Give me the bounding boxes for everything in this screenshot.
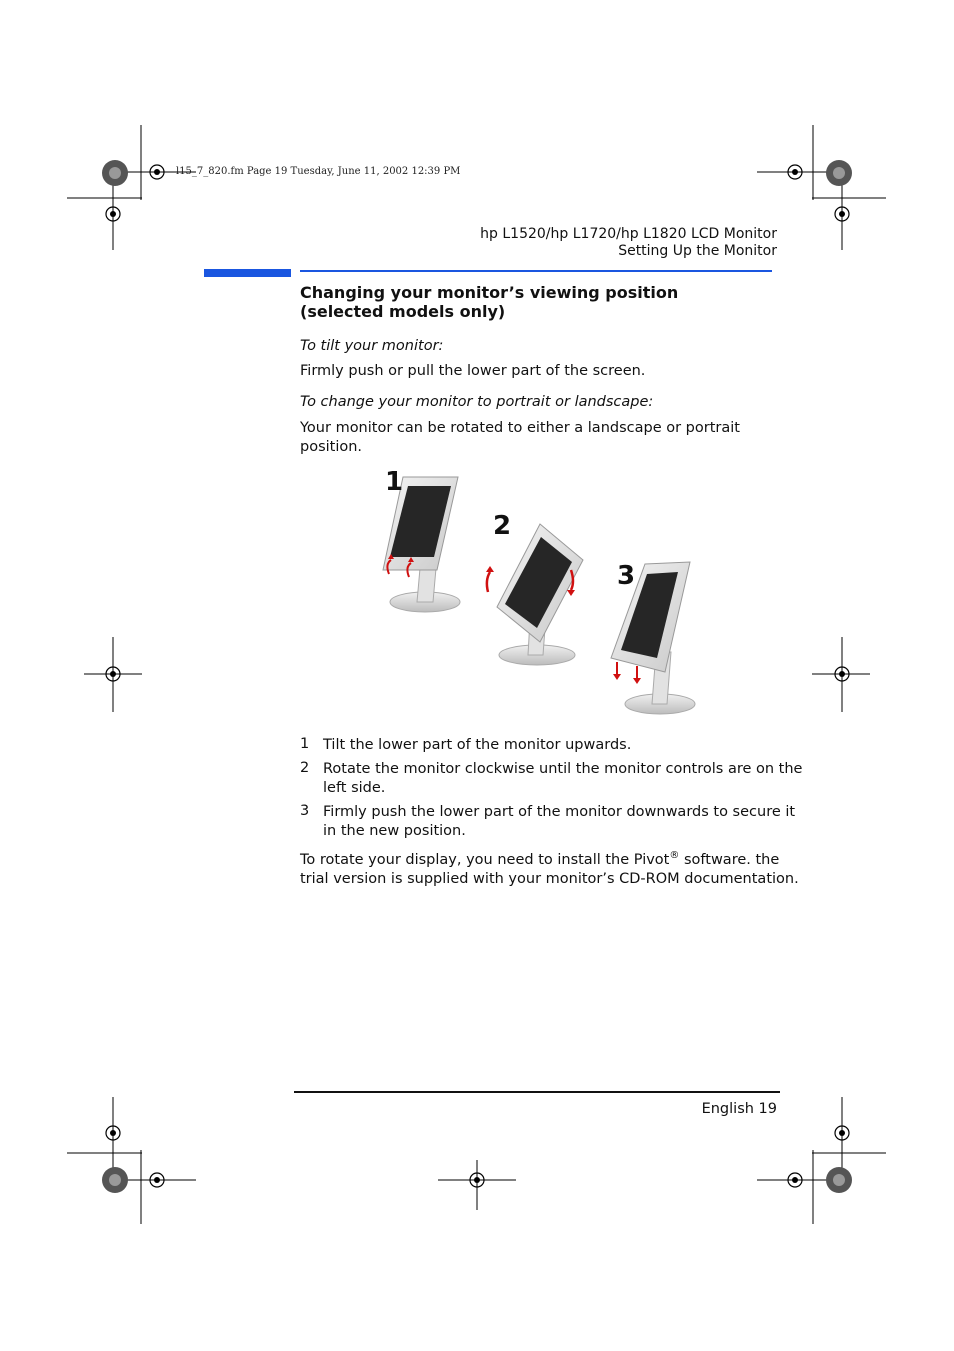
section-marker-bar — [204, 269, 291, 277]
step-3-text — [323, 803, 795, 841]
step-2-number: 2 — [300, 760, 310, 776]
section-rule — [300, 270, 772, 272]
monitor-rotation-figure — [375, 462, 715, 717]
section-title-line2: (selected models only) — [300, 302, 506, 321]
step-1-text: Tilt the lower part of the monitor upwards. — [323, 737, 632, 753]
closing-line1a: To rotate your display, you need to install the Pivot — [300, 851, 670, 868]
rotate-text-line2: position. — [300, 439, 363, 455]
page-footer: English 19 — [701, 1101, 777, 1117]
figure-label-1: 1 — [385, 467, 404, 497]
step-2-text — [323, 760, 802, 798]
rotate-text-line1: Your monitor can be rotated to either a landscape or portrait — [300, 420, 740, 436]
monitor-1-illustration — [383, 477, 460, 612]
tilt-text: Firmly push or pull the lower part of the screen. — [300, 363, 646, 379]
figure-label-3: 3 — [617, 561, 636, 591]
step-3-line2: in the new position. — [323, 823, 466, 839]
tilt-heading: To tilt your monitor: — [300, 338, 444, 354]
footer-rule — [294, 1091, 780, 1093]
section-title — [300, 283, 678, 321]
header-product: hp L1520/hp L1720/hp L1820 LCD Monitor — [480, 226, 777, 242]
step-3-number: 3 — [300, 803, 310, 819]
step-1-number: 1 — [300, 736, 310, 752]
closing-paragraph — [300, 846, 799, 889]
rotate-heading: To change your monitor to portrait or landscape: — [300, 394, 654, 410]
closing-line1b: software. the — [679, 851, 780, 868]
section-title-line1: Changing your monitor’s viewing position — [300, 283, 679, 302]
figure-label-2: 2 — [493, 511, 512, 541]
monitor-2-illustration — [486, 524, 583, 665]
rotate-text — [300, 419, 740, 457]
closing-line2: trial version is supplied with your monitor’s CD-ROM documentation. — [300, 870, 799, 887]
registered-mark: ® — [669, 850, 680, 861]
file-slug: l15_7_820.fm Page 19 Tuesday, June 11, 2002 12:39 PM — [176, 166, 461, 177]
step-2-line1: Rotate the monitor clockwise until the monitor controls are on the — [323, 761, 803, 777]
header-chapter: Setting Up the Monitor — [618, 243, 777, 259]
step-2-line2: left side. — [323, 780, 386, 796]
step-3-line1: Firmly push the lower part of the monitor downwards to secure it — [323, 804, 796, 820]
